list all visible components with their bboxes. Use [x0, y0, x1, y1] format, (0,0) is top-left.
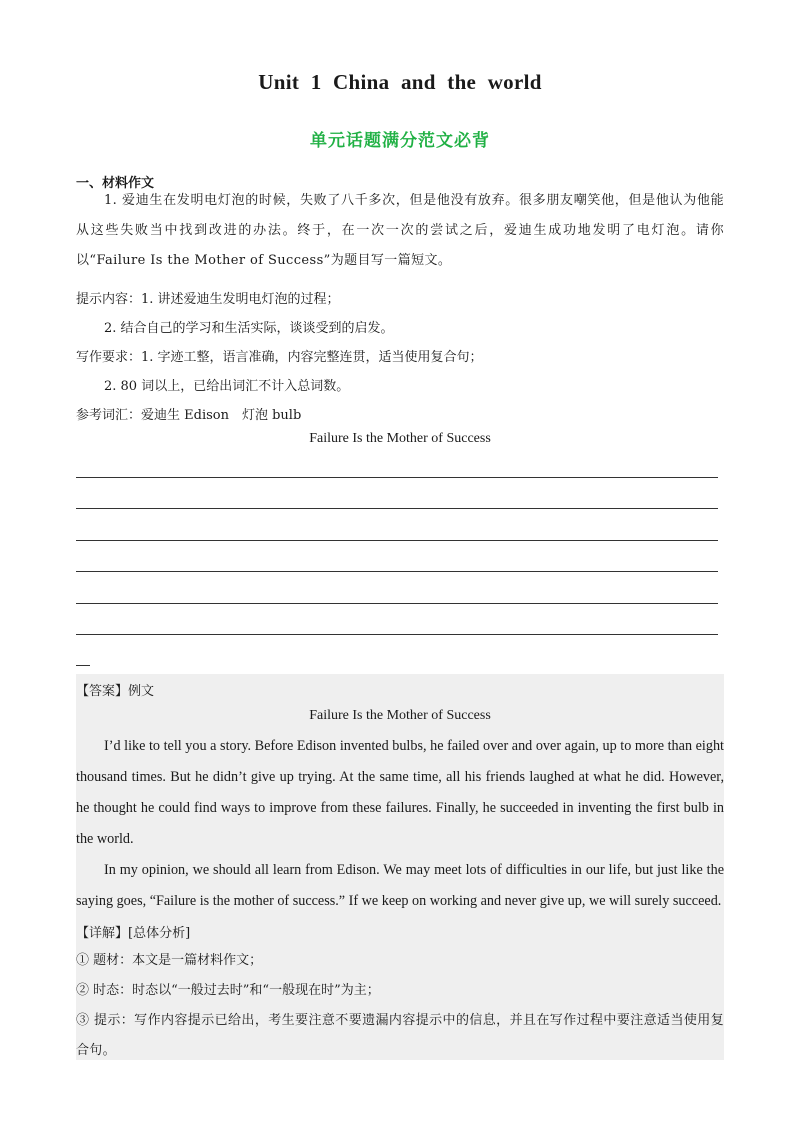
- answer-paragraph-2: In my opinion, we should all learn from Edison. We may meet lots of difficulties in our life, but just like the saying goes, “Failure is the mother of success.” If we keep on working and never give up, we will surely succeed.: [76, 862, 724, 909]
- analysis-point-2: ② 时态：时态以“一般过去时”和“一般现在时”为主；: [76, 983, 380, 998]
- writing-line: [76, 508, 718, 509]
- writing-line-end: [76, 665, 90, 666]
- section-heading: 一、材料作文: [76, 176, 155, 191]
- detail-label: 【详解】[总体分析]: [76, 926, 191, 941]
- answer-label: 【答案】例文: [76, 684, 155, 699]
- hint-line-2: 2. 结合自己的学习和生活实际，谈谈受到的启发。: [104, 321, 394, 336]
- analysis-point-1: ① 题材：本文是一篇材料作文；: [76, 953, 263, 968]
- answer-paragraph-1: I’d like to tell you a story. Before Edison invented bulbs, he failed over and over again, up to more than eight thousand times. But he didn’t give up trying. At the same time, all his friends laughed at what he did. However, he thought he could find ways to improve from these failures. Finally, he succeeded in inventing the first bulb in the world.: [76, 738, 724, 847]
- writing-title: Failure Is the Mother of Success: [309, 431, 491, 446]
- analysis-point-3: ③ 提示：写作内容提示已给出，考生要注意不要遗漏内容提示中的信息，并且在写作过程中要注意适当使用复合句。: [76, 1013, 724, 1058]
- answer-essay-title: Failure Is the Mother of Success: [309, 708, 491, 723]
- page-subtitle: 单元话题满分范文必背: [310, 131, 490, 151]
- task-paragraph: 1. 爱迪生在发明电灯泡的时候，失败了八千多次，但是他没有放弃。很多朋友嘲笑他，但是他认为他能从这些失败当中找到改进的办法。终于，在一次一次的尝试之后，爱迪生成功地发明了电灯泡。请你以“Failure Is the Mother of Success”为题目写一篇短文。: [76, 193, 724, 268]
- requirement-line-2: 2. 80 词以上，已给出词汇不计入总词数。: [104, 379, 350, 394]
- writing-line: [76, 603, 718, 604]
- writing-line: [76, 634, 718, 635]
- writing-line: [76, 571, 718, 572]
- writing-line: [76, 477, 718, 478]
- hint-line-1: 提示内容：1. 讲述爱迪生发明电灯泡的过程；: [76, 292, 340, 307]
- requirement-line-1: 写作要求：1. 字迹工整，语言准确，内容完整连贯，适当使用复合句；: [76, 350, 483, 365]
- page-title: Unit 1 China and the world: [258, 70, 542, 94]
- writing-line: [76, 540, 718, 541]
- vocab-line: 参考词汇：爱迪生 Edison 灯泡 bulb: [76, 408, 302, 423]
